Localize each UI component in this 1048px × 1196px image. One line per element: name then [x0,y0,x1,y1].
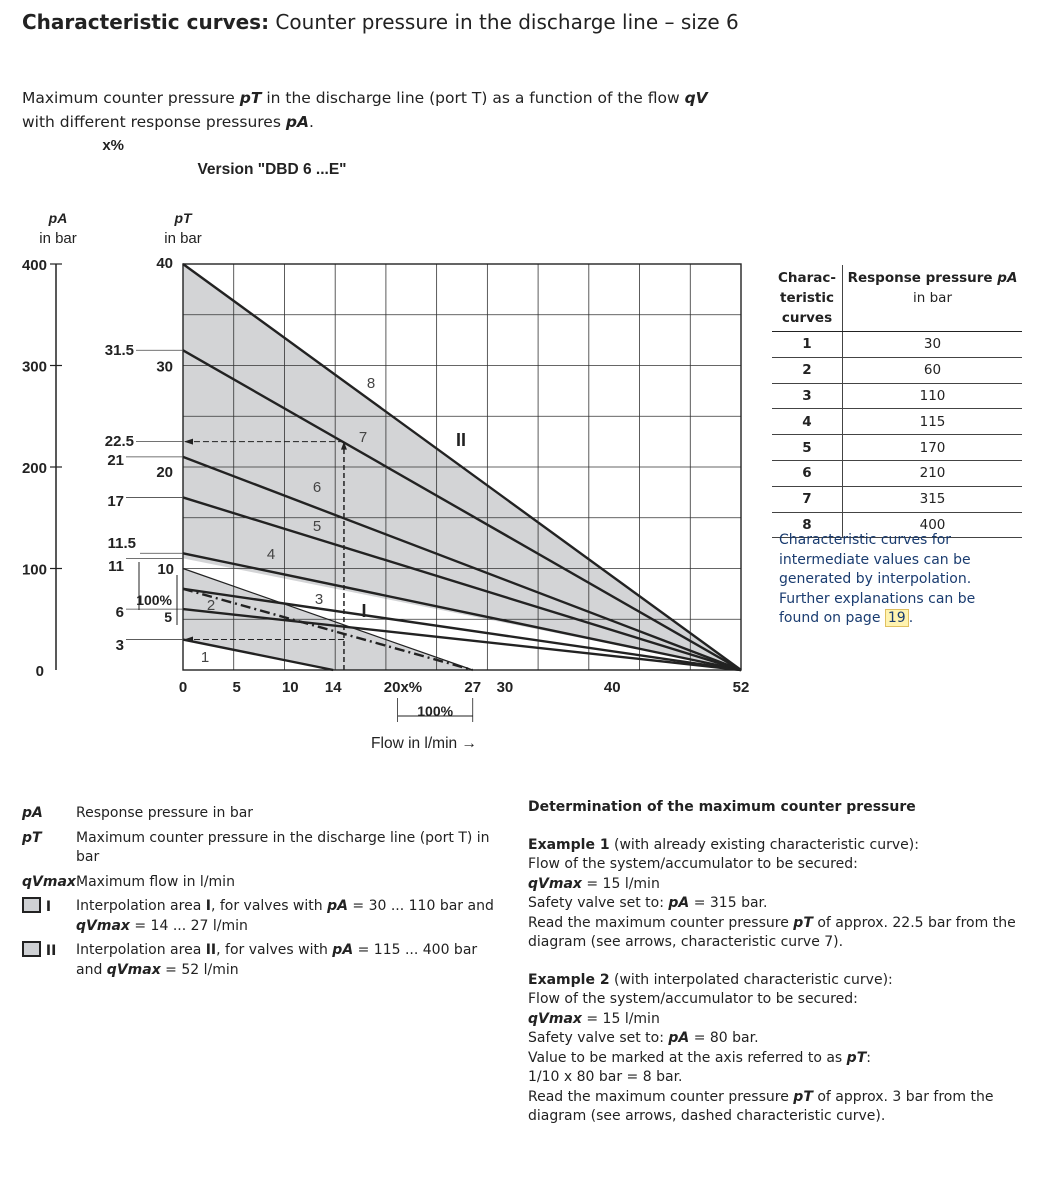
table-cell-pressure: 115 [843,409,1023,435]
pt-value-label: 5 [164,609,172,625]
pt-value-label: 31.5 [104,342,134,359]
curve-7-label: 7 [358,429,368,446]
pt-value-label: 6 [115,604,124,621]
table-cell-pressure: 110 [843,383,1023,409]
table-row [772,409,1022,435]
table-cell-curve: 1 [772,332,843,358]
x-tick-label: 10 [281,679,299,696]
table-row [772,435,1022,461]
x-tick-label: 40 [603,679,621,696]
curve-1-label: 1 [200,649,210,666]
table-cell-curve: 8 [772,512,843,538]
x-tick-label: 52 [732,679,750,696]
table-cell-curve: 2 [772,357,843,383]
pt-value-label: 22.5 [104,433,134,450]
table-header-curves: Charac- teristic curves [772,265,843,332]
curve-8-label: 8 [366,375,376,392]
curves-table [772,265,1022,538]
table-cell-curve: 7 [772,486,843,512]
table-header-pressure: Response pressure pA in bar [843,265,1023,332]
pt-axis-symbol: pT [174,210,192,226]
pt-value-label: 17 [107,493,124,510]
interpolation-note: Characteristic curves for intermediate values can be generated by interpolation. Further explanations can be found on page 19 . [779,532,976,626]
table-cell-pressure: 60 [843,357,1023,383]
x-tick-label: 30 [496,679,514,696]
pa-axis-unit: in bar [39,230,77,247]
table-row [772,486,1022,512]
example-2: Example 2 (with interpolated characteristic curve): Flow of the system/accumulator to be secured: qVmax = 15 l/min Safety valve set to: pA = 80 bar. Value to be marked at the axis referred to as pT: 1/10 x 80 bar = 8 bar. Read the maximum counter pressure pT of approx. 3 bar from the diagram (see arrows, dashed characteristic curve). [528,971,994,1124]
x-tick-label: 5 [232,679,241,696]
pt-tick-label: 30 [156,358,173,376]
x-axis-label: Flow in l/min → [371,735,477,752]
table-row [772,460,1022,486]
table-cell-curve: 4 [772,409,843,435]
table-cell-pressure: 400 [843,512,1023,538]
intro-text: Maximum counter pressure pT in the discharge line (port T) as a function of the flow qV with different response pressures pA. [22,89,708,131]
pa-axis-symbol: pA [48,210,68,226]
x-tick-label: 27 [464,679,482,696]
version-label: Version "DBD 6 ...E" [197,161,347,178]
area-I-swatch [22,897,41,913]
pa-tick-label: 100 [21,561,47,579]
pt-value-label: x% [102,137,124,154]
pt-value-label: 21 [107,452,124,469]
pt-tick-label: 20 [156,464,173,481]
pt-value-label: 10 [157,561,174,578]
curve-3-label: 3 [314,591,324,608]
pt-value-label: 11.5 [107,535,136,552]
curve-2-label: 2 [206,597,216,614]
pa-tick-label: 200 [21,460,47,477]
pa-tick-label: 0 [35,663,44,680]
example-1: Example 1 (with already existing characteristic curve): Flow of the system/accumulator to be secured: qVmax = 15 l/min Safety valve set to: pA = 315 bar. Read the maximum counter pressure pT of approx. 22.5 bar from the diagram (see arrows, characteristic curve 7). [528,836,1016,950]
table-cell-pressure: 30 [843,332,1023,358]
curve-4-label: 4 [266,546,276,563]
x-tick-label: 14 [324,679,342,696]
table-cell-curve: 6 [772,460,843,486]
table-cell-pressure: 210 [843,460,1023,486]
x-tick-label: 0 [178,679,188,696]
curve-6-label: 6 [312,479,322,496]
table-cell-pressure: 315 [843,486,1023,512]
table-row [772,332,1022,358]
pt-tick-label: 40 [156,255,173,272]
determination-heading: Determination of the maximum counter pressure [528,799,916,815]
pt-value-label: 11 [108,558,124,575]
table-cell-curve: 5 [772,435,843,461]
page-title: Characteristic curves: Counter pressure in the discharge line – size 6 [22,10,739,34]
curve-5-label: 5 [312,518,322,535]
table-cell-pressure: 170 [843,435,1023,461]
pa-tick-label: 400 [21,257,47,274]
table-cell-curve: 3 [772,383,843,409]
table-row [772,383,1022,409]
pt-value-label: 100% [136,592,172,608]
area-II-label: II [455,430,467,450]
pa-tick-label: 300 [21,358,47,376]
legend: pA Response pressure in bar pT Maximum counter pressure in the discharge line (port T) in bar qVmax Maximum flow in l/min I Interpolation area I, for valves with pA = 30 ... 110 bar and qVmax = 14 ... 27 l/min II Interpolation area II, for valves with pA = 115 ... 400 bar and qVmax = 52 l/min [22,805,494,978]
area-II-swatch [22,941,41,957]
area-I-label: I [361,601,367,621]
pt-axis-unit: in bar [164,230,202,247]
determination-section [528,798,1028,1145]
dimension-label: 100% [417,703,454,719]
page-link[interactable]: 19 [885,609,909,627]
x-tick-label: 20x% [383,679,423,696]
pt-value-label: 3 [115,637,124,654]
table-row [772,357,1022,383]
